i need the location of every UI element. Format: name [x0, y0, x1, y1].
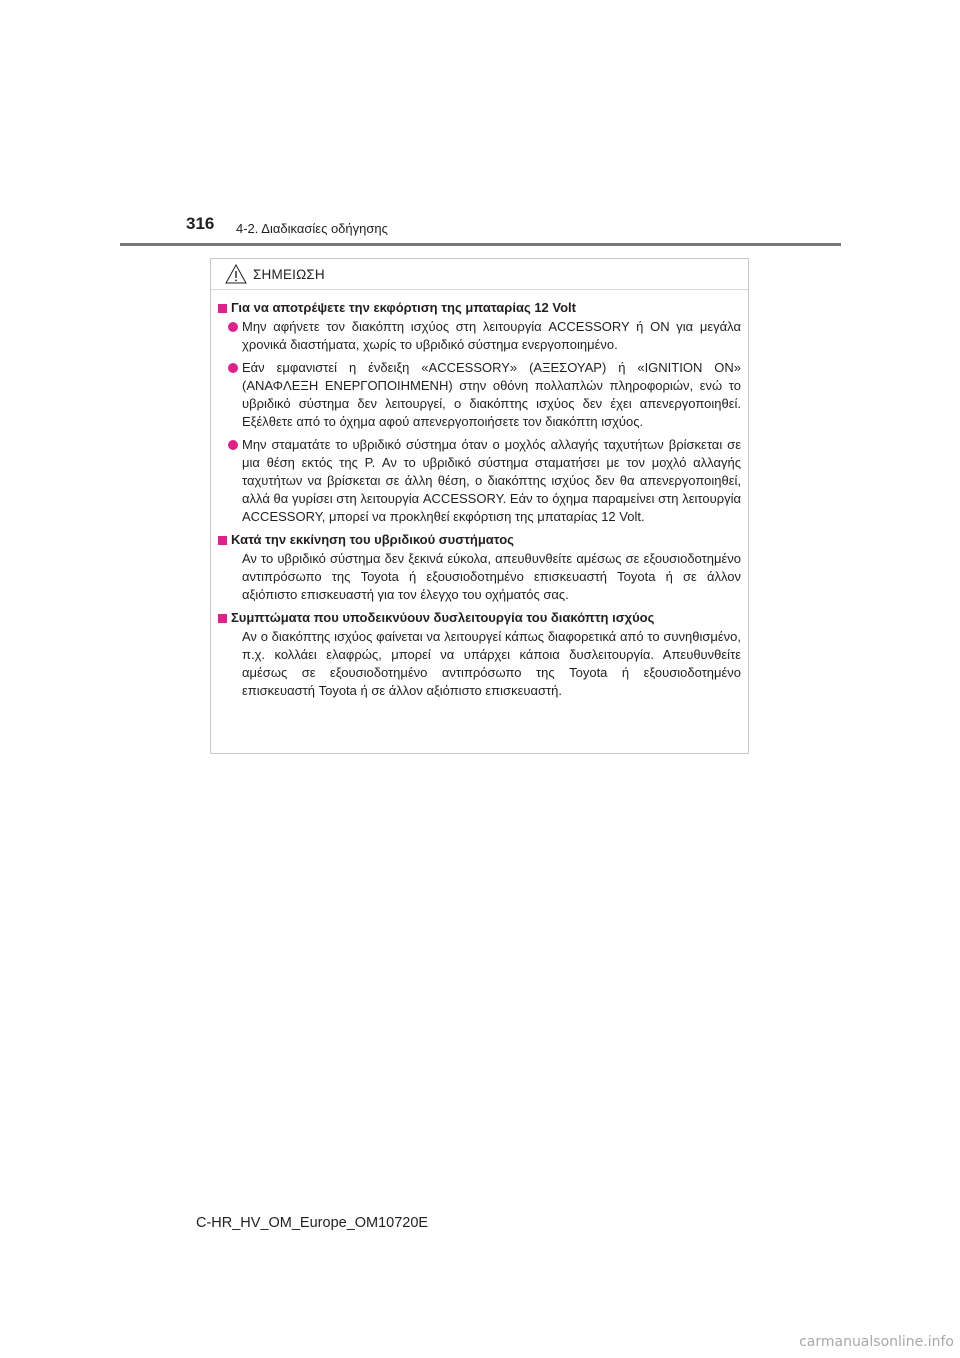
round-bullet-icon: [228, 363, 238, 373]
bullet-item: [218, 318, 741, 354]
section-heading-text: Συμπτώματα που υποδεικνύουν δυσλειτουργία του διακόπτη ισχύος: [231, 610, 655, 625]
section-paragraph: Αν το υβριδικό σύστημα δεν ξεκινά εύκολα, απευθυνθείτε αμέσως σε εξουσιοδοτημένο αντιπρόσωπο της Toyota ή εξουσιοδοτημένο επισκευαστή Toyota ή σε άλλον αξιόπιστο επισκευαστή για τον έλεγχο του οχήματός σας.: [242, 551, 741, 602]
note-section-malfunction: [218, 609, 741, 700]
bullet-item: [218, 436, 741, 526]
note-content: [211, 290, 748, 700]
note-box: [210, 258, 749, 754]
note-section-battery: [218, 299, 741, 526]
watermark: carmanualsonline.info: [799, 1334, 954, 1350]
header-rule: [120, 243, 841, 246]
bullet-text: Εάν εμφανιστεί η ένδειξη «ACCESSORY» (ΑΞΕΣΟΥΑΡ) ή «IGNITION ON» (ΑΝΑΦΛΕΞΗ ΕΝΕΡΓΟΠΟΙΗΜΕΝΗ) στην οθόνη πολλαπλών πληροφοριών, ενώ το υβριδικό σύστημα δεν λειτουργεί, ο διακόπτης ισχύος δεν έχει απενεργοποιηθεί. Εξέλθετε από το όχημα αφού απενεργοποιήσετε τον διακόπτη ισχύος.: [242, 360, 741, 429]
section-title: 4-2. Διαδικασίες οδήγησης: [236, 221, 388, 236]
bullet-text: Μην αφήνετε τον διακόπτη ισχύος στη λειτουργία ACCESSORY ή ON για μεγάλα χρονικά διαστήματα, χωρίς το υβριδικό σύστημα ενεργοποιημένο.: [242, 319, 741, 352]
page-number: 316: [186, 214, 215, 233]
round-bullet-icon: [228, 322, 238, 332]
document-code: C-HR_HV_OM_Europe_OM10720E: [196, 1215, 429, 1231]
section-heading: [218, 531, 741, 549]
square-bullet-icon: [218, 614, 227, 623]
section-heading: [218, 299, 741, 317]
square-bullet-icon: [218, 536, 227, 545]
section-heading-text: Για να αποτρέψετε την εκφόρτιση της μπαταρίας 12 Volt: [231, 300, 576, 315]
square-bullet-icon: [218, 304, 227, 313]
section-heading: [218, 609, 741, 627]
round-bullet-icon: [228, 440, 238, 450]
note-title: ΣΗΜΕΙΩΣΗ: [253, 266, 325, 282]
warning-triangle-icon: [225, 264, 247, 284]
note-header: [211, 259, 748, 290]
bullet-text: Μην σταματάτε το υβριδικό σύστημα όταν ο μοχλός αλλαγής ταχυτήτων βρίσκεται σε μια θέση εκτός της P. Αν το υβριδικό σύστημα σταματήσει με τον μοχλό αλλαγής ταχυτήτων να βρίσκεται σε άλλη θέση, ο διακόπτης ισχύος δεν θα απενεργοποιηθεί, αλλά θα γυρίσει στη λειτουργία ACCESSORY. Εάν το όχημα παραμείνει στη λειτουργία ACCESSORY, μπορεί να προκληθεί εκφόρτιση της μπαταρίας 12 Volt.: [242, 437, 741, 524]
section-paragraph: Αν ο διακόπτης ισχύος φαίνεται να λειτουργεί κάπως διαφορετικά από το συνηθισμένο, π.χ. κολλάει ελαφρώς, μπορεί να υπάρχει κάποια δυσλειτουργία. Απευθυνθείτε αμέσως σε εξουσιοδοτημένο αντιπρόσωπο της Toyota ή εξουσιοδοτημένο επισκευαστή Toyota ή σε άλλον αξιόπιστο επισκευαστή.: [242, 629, 741, 698]
section-heading-text: Κατά την εκκίνηση του υβριδικού συστήματος: [231, 532, 514, 547]
bullet-item: [218, 359, 741, 431]
note-section-starting: [218, 531, 741, 604]
